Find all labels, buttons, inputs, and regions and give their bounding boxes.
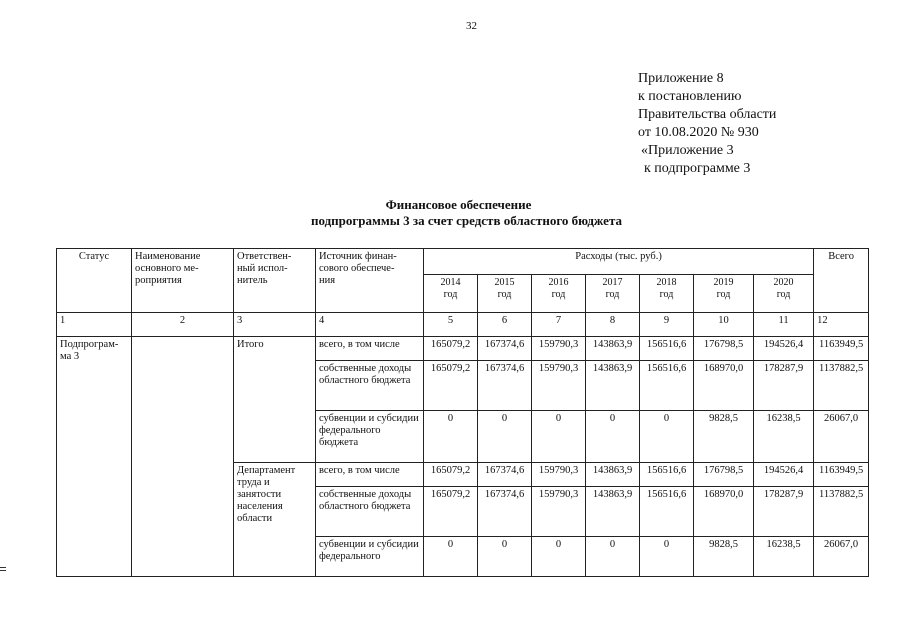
source-cell: всего, в том числе [316, 337, 424, 361]
value-cell: 0 [532, 537, 586, 577]
total-cell: 26067,0 [814, 411, 869, 463]
value-cell: 143863,9 [586, 337, 640, 361]
value-cell: 16238,5 [754, 537, 814, 577]
value-cell: 167374,6 [478, 337, 532, 361]
header-measure: Наименование основного ме- роприятия [132, 249, 234, 313]
value-cell: 176798,5 [694, 463, 754, 487]
value-cell: 167374,6 [478, 361, 532, 411]
source-cell: субвенции и субсидии федерального бюджета [316, 411, 424, 463]
source-cell: собственные доходы областного бюджета [316, 487, 424, 537]
year-header: 2014 год [424, 275, 478, 313]
value-cell: 176798,5 [694, 337, 754, 361]
value-cell: 159790,3 [532, 337, 586, 361]
appendix-line: Правительства области [638, 107, 777, 122]
year-header: 2018 год [640, 275, 694, 313]
value-cell: 156516,6 [640, 487, 694, 537]
year-header: 2020 год [754, 275, 814, 313]
value-cell: 156516,6 [640, 463, 694, 487]
header-total: Всего [814, 249, 869, 313]
value-cell: 159790,3 [532, 361, 586, 411]
page-number: 32 [466, 20, 477, 32]
column-number: 12 [814, 313, 869, 337]
total-cell: 26067,0 [814, 537, 869, 577]
year-header: 2015 год [478, 275, 532, 313]
total-cell: 1137882,5 [814, 487, 869, 537]
appendix-line: «Приложение 3 [641, 143, 734, 158]
column-number: 2 [132, 313, 234, 337]
value-cell: 165079,2 [424, 361, 478, 411]
document-title: Финансовое обеспечение [385, 197, 532, 212]
value-cell: 143863,9 [586, 361, 640, 411]
value-cell: 0 [586, 411, 640, 463]
value-cell: 165079,2 [424, 463, 478, 487]
value-cell: 9828,5 [694, 411, 754, 463]
value-cell: 168970,0 [694, 361, 754, 411]
column-number: 7 [532, 313, 586, 337]
column-number: 6 [478, 313, 532, 337]
value-cell: 0 [586, 537, 640, 577]
appendix-line: Приложение 8 [638, 71, 724, 86]
appendix-block [638, 70, 776, 178]
value-cell: 159790,3 [532, 463, 586, 487]
source-cell: субвенции и субсидии федерального [316, 537, 424, 577]
value-cell: 0 [424, 537, 478, 577]
value-cell: 143863,9 [586, 463, 640, 487]
value-cell: 167374,6 [478, 463, 532, 487]
year-header: 2017 год [586, 275, 640, 313]
value-cell: 0 [424, 411, 478, 463]
header-source: Источник финан- сового обеспече- ния [316, 249, 424, 313]
column-number: 8 [586, 313, 640, 337]
total-cell: 1163949,5 [814, 463, 869, 487]
value-cell: 143863,9 [586, 487, 640, 537]
appendix-line: к подпрограмме 3 [644, 161, 751, 176]
column-number: 4 [316, 313, 424, 337]
value-cell: 0 [478, 411, 532, 463]
header-expenses: Расходы (тыс. руб.) [424, 249, 814, 275]
value-cell: 0 [640, 537, 694, 577]
appendix-line: к постановлению [638, 89, 742, 104]
year-header: 2019 год [694, 275, 754, 313]
finance-table [56, 248, 869, 577]
value-cell: 165079,2 [424, 337, 478, 361]
table-row [57, 337, 869, 361]
value-cell: 194526,4 [754, 463, 814, 487]
total-cell: 1137882,5 [814, 361, 869, 411]
column-number: 9 [640, 313, 694, 337]
value-cell: 16238,5 [754, 411, 814, 463]
value-cell: 0 [478, 537, 532, 577]
margin-mark [0, 570, 6, 571]
value-cell: 9828,5 [694, 537, 754, 577]
value-cell: 0 [532, 411, 586, 463]
source-cell: всего, в том числе [316, 463, 424, 487]
total-cell: 1163949,5 [814, 337, 869, 361]
value-cell: 168970,0 [694, 487, 754, 537]
value-cell: 167374,6 [478, 487, 532, 537]
year-header: 2016 год [532, 275, 586, 313]
value-cell: 156516,6 [640, 361, 694, 411]
executor-cell: Итого [234, 337, 316, 463]
value-cell: 0 [640, 411, 694, 463]
status-cell: Подпрограм-ма 3 [57, 337, 132, 577]
value-cell: 156516,6 [640, 337, 694, 361]
measure-cell [132, 337, 234, 577]
column-numbers-row [57, 313, 869, 337]
header-status: Статус [57, 249, 132, 313]
column-number: 1 [57, 313, 132, 337]
column-number: 10 [694, 313, 754, 337]
margin-mark [0, 567, 6, 568]
value-cell: 165079,2 [424, 487, 478, 537]
value-cell: 178287,9 [754, 361, 814, 411]
appendix-line: от 10.08.2020 № 930 [638, 125, 759, 140]
source-cell: собственные доходы областного бюджета [316, 361, 424, 411]
executor-cell: Департамент труда и занятости населения области [234, 463, 316, 577]
value-cell: 178287,9 [754, 487, 814, 537]
document-subtitle: подпрограммы 3 за счет средств областного бюджета [310, 213, 622, 228]
column-number: 3 [234, 313, 316, 337]
value-cell: 159790,3 [532, 487, 586, 537]
column-number: 11 [754, 313, 814, 337]
column-number: 5 [424, 313, 478, 337]
value-cell: 194526,4 [754, 337, 814, 361]
header-executor: Ответствен- ный испол- нитель [234, 249, 316, 313]
